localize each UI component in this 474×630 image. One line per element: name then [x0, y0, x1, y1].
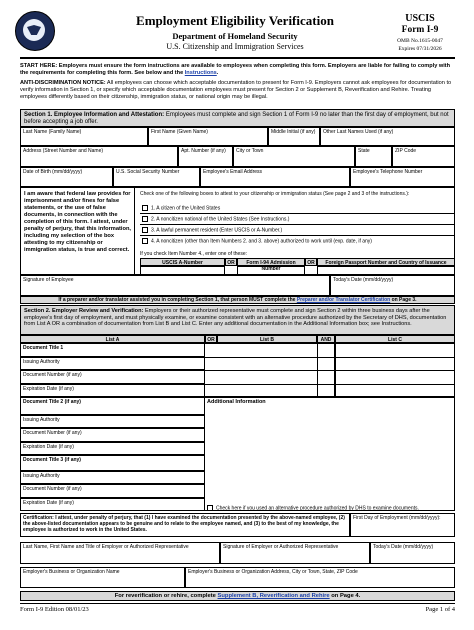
omb-number: OMB No.1615-0047: [397, 38, 443, 44]
employer-certification: Certification: I attest, under penalty of perjury, that (1) I have examined the documentation presented by the above-named employee, (2) the above-listed documentation appears to be genuine and to relate to the employee named, and (3) to the best of my knowledge, the employee is authorized to work in the United States.: [20, 513, 350, 537]
date-of-birth-field[interactable]: Date of Birth (mm/dd/yyyy): [20, 167, 113, 187]
a-number-input[interactable]: [140, 266, 225, 275]
list-a-expiration-1[interactable]: Expiration Date (if any): [20, 384, 205, 397]
list-a-header: List A: [20, 335, 205, 343]
status-prompt: Check one of the following boxes to attest to your citizenship or immigration status (See page 2 and 3 of the instructions.):: [140, 191, 410, 197]
list-a-doc-number-1[interactable]: Document Number (if any): [20, 370, 205, 384]
status-option-4[interactable]: 4. A noncitizen (other than Item Numbers 2. and 3. above) authorized to work until (exp. date, if any): [142, 238, 372, 244]
list-a-expiration-2[interactable]: Expiration Date (if any): [20, 442, 205, 455]
employee-signature-field[interactable]: Signature of Employee: [20, 275, 330, 296]
checkbox-alternative-procedure[interactable]: [207, 505, 213, 511]
i94-label: Form I-94 Admission Number: [237, 258, 305, 266]
employer-signature-field[interactable]: Signature of Employer or Authorized Representative: [220, 542, 370, 564]
business-address-field[interactable]: Employer's Business or Organization Address, City or Town, State, ZIP Code: [185, 567, 455, 588]
a-number-label: USCIS A-Number: [140, 258, 225, 266]
or-label-2: OR: [305, 258, 317, 266]
list-a-doc-title-1[interactable]: Document Title 1: [20, 343, 205, 357]
list-a-issuing-3[interactable]: Issuing Authority: [20, 471, 205, 484]
checkbox-permanent-resident[interactable]: [142, 227, 148, 233]
list-a-doc-title-2[interactable]: Document Title 2 (if any): [20, 397, 205, 415]
city-field[interactable]: City or Town: [233, 146, 355, 167]
phone-field[interactable]: Employee's Telephone Number: [350, 167, 455, 187]
checkbox-citizen[interactable]: [142, 205, 148, 211]
supplement-b-link[interactable]: Supplement B, Reverification and Rehire: [217, 593, 330, 599]
edition-label: Form I-9 Edition 08/01/23: [20, 606, 89, 613]
list-a-issuing-1[interactable]: Issuing Authority: [20, 357, 205, 370]
apt-number-field[interactable]: Apt. Number (if any): [178, 146, 233, 167]
start-here-notice: START HERE: Employers must ensure the form instructions are available to employees when completing this form. Employers are liable for failing to comply with the requirements for completing this form. See below and the Instructions.: [20, 63, 451, 76]
expiration-date: Expires 07/31/2026: [398, 46, 442, 52]
list-a-doc-number-3[interactable]: Document Number (if any): [20, 484, 205, 498]
employer-date-field[interactable]: Today's Date (mm/dd/yyyy): [370, 542, 455, 564]
or-a-label: OR: [205, 335, 217, 343]
header-rule: [20, 57, 455, 59]
list-a-doc-number-2[interactable]: Document Number (if any): [20, 428, 205, 442]
attestation-text: I am aware that federal law provides for imprisonment and/or fines for false statements, or the use of false documents, in connection with the completion of this form. I attest, under penalty of perjury, that this information, including my selection of the box attesting to my citizenship or immigration status, is true and correct.: [20, 187, 135, 275]
preparer-notice: If a preparer and/or translator assisted you in completing Section 1, that person MUST complete the Preparer and/or Translator Certification on Page 3.: [20, 296, 455, 304]
divider: [140, 224, 455, 225]
section2-header: Section 2. Employer Review and Verification: Employers or their authorized representative must complete and sign Section 2 within three business days after the employee's first day of employment, and must physically examine, or examine consistent with an alternative procedure authorized by the Secretary of DHS, documentation from List A OR a combination of documentation from List B and List C. Enter any additional documentation in the Additional Information box; see Instructions.: [20, 305, 455, 335]
employer-name-title-field[interactable]: Last Name, First Name and Title of Employer or Authorized Representative: [20, 542, 220, 564]
list-c-header: List C: [335, 335, 455, 343]
and-label: AND: [317, 335, 335, 343]
section1-header: Section 1. Employee Information and Attestation: Employees must complete and sign Section 1 of Form I-9 no later than the first day of employment, but not before accepting a job offer.: [20, 109, 455, 127]
list-a-doc-title-3[interactable]: Document Title 3 (if any): [20, 455, 205, 471]
footer-rule: [20, 603, 455, 604]
passport-input[interactable]: [317, 266, 455, 275]
i94-input[interactable]: [237, 266, 305, 275]
instructions-link[interactable]: Instructions: [184, 70, 217, 76]
dhs-seal-icon: [15, 11, 55, 51]
anti-discrimination-notice: ANTI-DISCRIMINATION NOTICE: All employees can choose which acceptable documentation to present for Form I-9. Employers cannot ask employees for documentation to verify information in Section 1, or specify which acceptable documentation employees must present for Section 2 or Supplement B, Reverification and Rehire. Treating employees differently based on their citizenship, immigration status, or national origin may be illegal.: [20, 80, 452, 100]
form-title: Employment Eligibility Verification: [136, 13, 334, 28]
or-label-1: OR: [225, 258, 237, 266]
form-number: Form I-9: [401, 25, 439, 35]
list-c-block[interactable]: [335, 343, 455, 397]
employee-date-field[interactable]: Today's Date (mm/dd/yyyy): [330, 275, 455, 296]
list-a-expiration-3[interactable]: Expiration Date (if any): [20, 498, 205, 511]
uscis-label: USCIS: [405, 13, 435, 24]
status-option-2[interactable]: 2. A noncitizen national of the United States (See Instructions.): [142, 216, 289, 222]
divider: [140, 213, 455, 214]
address-field[interactable]: Address (Street Number and Name): [20, 146, 178, 167]
additional-info-box[interactable]: Additional Information: [205, 397, 455, 511]
rehire-notice: For reverification or rehire, complete Supplement B, Reverification and Rehire on Page 4.: [20, 591, 455, 601]
department-name: Department of Homeland Security: [172, 31, 298, 41]
state-field[interactable]: State: [355, 146, 392, 167]
status-option-3[interactable]: 3. A lawful permanent resident (Enter USCIS or A-Number.): [142, 227, 282, 233]
list-b-header: List B: [217, 335, 317, 343]
checkbox-noncitizen-authorized[interactable]: [142, 238, 148, 244]
passport-label: Foreign Passport Number and Country of Issuance: [317, 258, 455, 266]
last-name-field[interactable]: Last Name (Family Name): [20, 127, 148, 146]
ssn-field[interactable]: U.S. Social Security Number: [113, 167, 200, 187]
email-field[interactable]: Employee's Email Address: [200, 167, 350, 187]
status-option-1[interactable]: 1. A citizen of the United States: [142, 205, 220, 211]
agency-name: U.S. Citizenship and Immigration Services: [166, 42, 304, 51]
checkbox-noncitizen-national[interactable]: [142, 216, 148, 222]
preparer-certification-link[interactable]: Preparer and/or Translator Certification: [296, 297, 391, 303]
other-last-names-field[interactable]: Other Last Names Used (if any): [320, 127, 455, 146]
alternative-procedure-option[interactable]: Check here if you used an alternative procedure authorized by DHS to examine documents.: [205, 504, 455, 513]
list-a-issuing-2[interactable]: Issuing Authority: [20, 415, 205, 428]
first-day-field[interactable]: First Day of Employment (mm/dd/yyyy):: [350, 513, 455, 537]
page-number: Page 1 of 4: [425, 606, 455, 613]
divider: [317, 343, 318, 397]
divider: [140, 235, 455, 236]
middle-initial-field[interactable]: Middle Initial (if any): [268, 127, 320, 146]
zip-code-field[interactable]: ZIP Code: [392, 146, 455, 167]
item4-prompt: If you check Item Number 4., enter one of these:: [140, 251, 247, 257]
business-name-field[interactable]: Employer's Business or Organization Name: [20, 567, 185, 588]
first-name-field[interactable]: First Name (Given Name): [148, 127, 268, 146]
